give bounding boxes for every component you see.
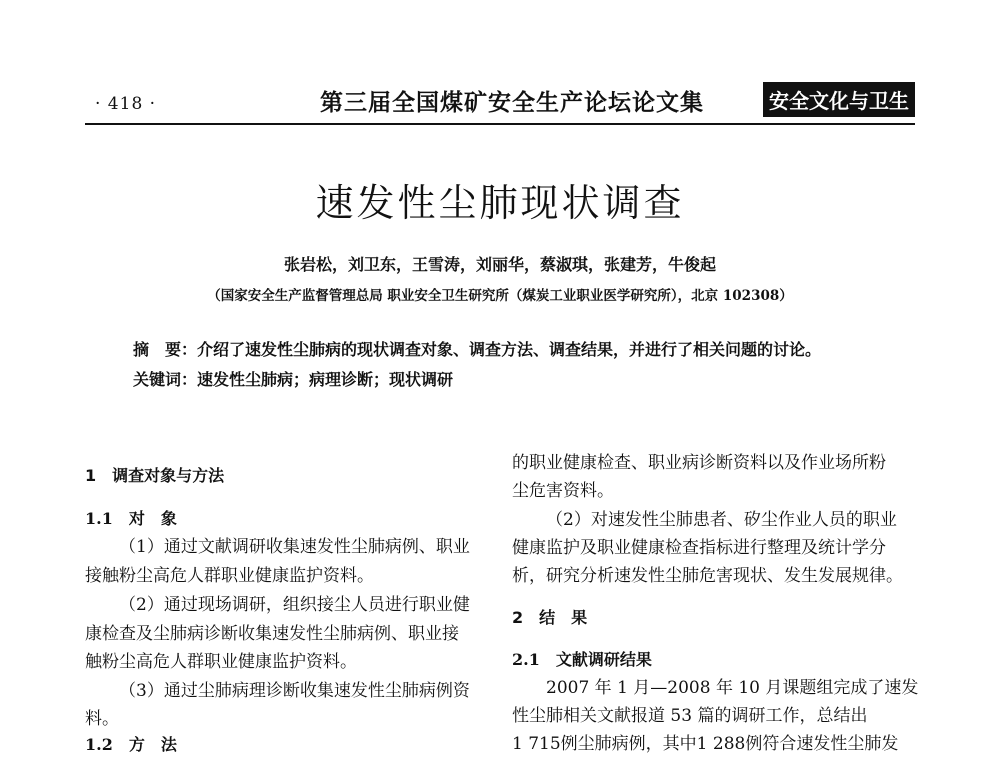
text-line: 康检查及尘肺病诊断收集速发性尘肺病例、职业接 — [85, 624, 459, 644]
text-line: （1）通过文献调研收集速发性尘肺病例、职业 — [119, 537, 470, 557]
subsection-heading: 2.1 文献调研结果 — [512, 650, 652, 669]
text-line: 尘危害资料。 — [512, 481, 614, 501]
affiliation: （国家安全生产监督管理总局 职业安全卫生研究所（煤炭工业职业医学研究所），北京 102308） — [207, 288, 793, 304]
subsection-heading: 1.1 对 象 — [85, 509, 177, 528]
text-line: 料。 — [85, 709, 119, 729]
text-line: 析，研究分析速发性尘肺危害现状、发生发展规律。 — [512, 566, 903, 586]
subsection-heading: 1.2 方 法 — [85, 735, 177, 754]
text-line: 2007 年 1 月—2008 年 10 月课题组完成了速发 — [546, 678, 919, 698]
text-line: （3）通过尘肺病理诊断收集速发性尘肺病例资 — [119, 681, 470, 701]
authors: 张岩松，刘卫东，王雪涛，刘丽华，蔡淑琪，张建芳，牛俊起 — [283, 255, 716, 274]
section-heading: 1 调查对象与方法 — [85, 466, 225, 485]
page-number: · 418 · — [95, 94, 157, 114]
page-header — [85, 80, 915, 122]
section-tag: 安全文化与卫生 — [763, 82, 915, 117]
text-line: 的职业健康检查、职业病诊断资料以及作业场所粉 — [512, 453, 886, 473]
text-line: 触粉尘高危人群职业健康监护资料。 — [85, 652, 357, 672]
section-heading: 2 结 果 — [512, 608, 588, 627]
text-line: （2）通过现场调研，组织接尘人员进行职业健 — [119, 595, 470, 615]
article-title: 速发性尘肺现状调查 — [315, 181, 685, 225]
journal-title: 第三届全国煤矿安全生产论坛论文集 — [320, 90, 704, 116]
text-line: 健康监护及职业健康检查指标进行整理及统计学分 — [512, 538, 886, 558]
header-rule — [85, 123, 915, 125]
text-line: 1 715例尘肺病例，其中1 288例符合速发性尘肺发 — [512, 734, 899, 754]
abstract: 摘 要：介绍了速发性尘肺病的现状调查对象、调查方法、调查结果，并进行了相关问题的讨论。 — [133, 340, 822, 359]
keywords: 关键词：速发性尘肺病；病理诊断；现状调研 — [133, 370, 454, 389]
text-line: （2）对速发性尘肺患者、矽尘作业人员的职业 — [546, 510, 897, 530]
text-line: 接触粉尘高危人群职业健康监护资料。 — [85, 566, 374, 586]
text-line: 性尘肺相关文献报道 53 篇的调研工作，总结出 — [512, 706, 868, 726]
